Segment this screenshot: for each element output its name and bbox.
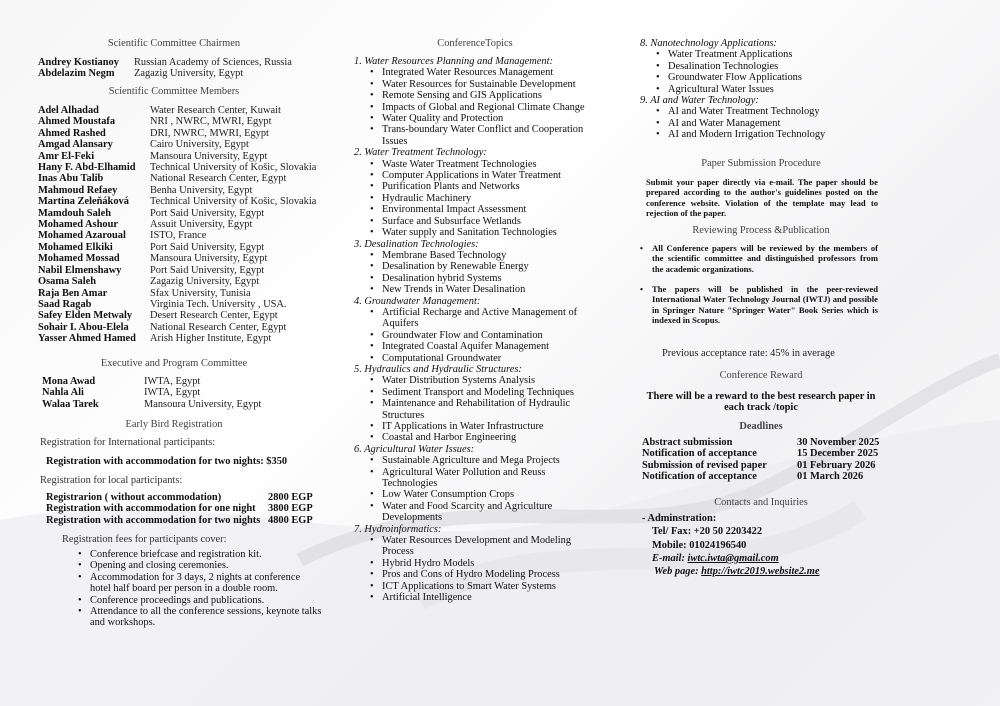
member-affil: Zagazig University, Egypt [150,276,260,288]
member-row [38,139,316,150]
deadline-date: 01 March 2026 [797,471,864,483]
fees-item: • Attendance to all the conference sessions, keynote talks and workshops. [60,606,322,629]
topic-items [638,106,884,140]
topic-item: • Water Distribution Systems Analysis [352,375,598,386]
member-affil: Assuit University, Egypt [150,219,253,231]
review-point-2-text: The papers will be published in the peer-reviewed International Water Technology Journal (IWTJ) and possible in Springer Nature "Springer Water" Book Series which is indexed in Scopus. [652,284,878,326]
member-name: Ahmed Moustafa [38,116,116,128]
topic-items [352,307,598,364]
deadline-date: 15 December 2025 [797,448,879,460]
member-row [38,230,316,241]
contact-email [652,553,779,564]
member-name: Mohamed Elkiki [38,241,113,253]
fees-item: • Opening and closing ceremonies. [60,560,322,571]
member-name: Nabil Elmenshawy [38,264,122,276]
local-fee-label: Registration with accommodation for two nights [46,514,261,526]
topic-heading: 5. Hydraulics and Hydraulic Structures: [354,363,522,375]
member-affil: Water Research Center, Kuwait [150,105,281,116]
topic-item: • ICT Applications to Smart Water Systems [352,581,598,592]
deadline-date: 01 February 2026 [797,459,876,471]
topic-item: • Remote Sensing and GIS Applications [352,90,598,101]
member-affil: Cairo University, Egypt [150,139,249,151]
reward-text: There will be a reward to the best research paper in each track /topic [646,391,876,414]
deadline-date: 30 November 2025 [797,437,880,448]
contact-admin: - Adminstration: [642,513,717,524]
member-affil: Port Said University, Egypt [150,241,265,253]
deadlines-table [642,437,879,483]
web-label: Web page: [654,566,702,577]
topic-items [352,159,598,239]
topic-item: • Computational Groundwater [352,353,598,364]
member-row [38,299,316,310]
acceptance-rate: Previous acceptance rate: 45% in average [662,348,835,359]
member-name: Hany F. Abd-Elhamid [38,162,136,174]
member-affil: ISTO, France [150,230,207,242]
exec-list [42,376,261,410]
member-name: Amr El-Feki [38,150,95,162]
member-row [38,322,316,333]
fees-item: • Conference proceedings and publications. [60,595,322,606]
chair-affil: Zagazig University, Egypt [134,68,244,80]
exec-affil: Mansoura University, Egypt [144,398,262,410]
topic-item: • Agricultural Water Pollution and Reuss Technologies [352,467,598,490]
email-link[interactable]: iwtc.iwta@gmail.com [687,553,779,564]
topic-item: • New Trends in Water Desalination [352,284,598,295]
member-row [38,333,316,344]
member-affil: DRI, NWRC, MWRI, Egypt [150,127,269,139]
fees-heading: Registration fees for participants cover: [62,534,227,545]
fees-list [60,549,322,629]
member-row [38,196,316,207]
local-price-table [46,492,313,526]
topic-items [352,535,598,603]
topic-item: • Water and Food Scarcity and Agriculture Developments [352,501,598,524]
topic-heading: 1. Water Resources Planning and Management: [354,56,553,67]
contacts-heading: Contacts and Inquiries [714,497,808,508]
email-label: E-mail: [652,553,688,564]
topic-heading: 9. AI and Water Technology: [640,95,759,107]
topic-item: • Water supply and Sanitation Technologies [352,227,598,238]
member-row [38,151,316,162]
local-fee-price: 4800 EGP [268,514,313,526]
topic-item: • Water Treatment Applications [638,49,884,60]
member-name: Osama Saleh [38,276,97,288]
topic-item: • Membrane Based Technology [352,250,598,261]
local-fee-label: Registrarion ( without accommodation) [46,492,222,503]
review-point-2: • The papers will be published in the peer-reviewed International Water Technology Journal (IWTJ) and possible in Springer Nature "Springer Water" Book Series which is indexed in Scopus. [640,284,878,326]
topic-item: • Pros and Cons of Hydro Modeling Process [352,569,598,580]
topic-item: • Desalination hybrid Systems [352,273,598,284]
topic-item: • Hydraulic Machinery [352,193,598,204]
intl-price-line: Registration with accommodation for two nights: $350 [46,456,288,467]
member-affil: Mansoura University, Egypt [150,253,268,265]
member-name: Mohamed Ashour [38,219,118,231]
member-affil: Technical University of Košic, Slovakia [150,196,317,208]
fees-item: • Accommodation for 3 days, 2 nights at conference hotel half board per person in a double room. [60,572,322,595]
topic-item: • Integrated Coastal Aquifer Management [352,341,598,352]
deadline-label: Submission of revised paper [642,459,767,471]
exec-name: Nahla Ali [42,387,84,399]
review-point-1-text: All Conference papers will be reviewed by the members of the scientific committee and distinguished professors from the academic organizations. [652,243,878,274]
member-name: Saad Ragab [38,298,92,310]
member-affil: Desert Research Center, Egypt [150,310,278,322]
members-list [38,105,316,345]
contact-web [654,566,819,577]
topic-heading: 2. Water Treatment Technology: [354,147,487,159]
paper-submission-heading: Paper Submission Procedure [701,158,821,169]
member-affil: Port Said University, Egypt [150,207,265,219]
members-heading: Scientific Committee Members [108,86,240,97]
member-name: Mamdouh Saleh [38,207,112,219]
member-name: Amgad Alansary [38,139,113,151]
topic-item: • Sediment Transport and Modeling Techniques [352,387,598,398]
paper-submission-text: Submit your paper directly via e-mail. The paper should be prepared according to the author's guidelines posted on the conference website. Violation of the template may lead to rejection of the paper. [646,177,878,219]
member-row [38,265,316,276]
topic-item: • Purification Plants and Networks [352,181,598,192]
member-affil: National Research Center, Egypt [150,321,287,333]
member-row [38,185,316,196]
topic-item: • Coastal and Harbor Engineering [352,432,598,443]
topic-item: • Integrated Water Resources Management [352,67,598,78]
deadlines-heading: Deadlines [739,421,783,432]
member-row [38,310,316,321]
member-affil: Port Said University, Egypt [150,264,265,276]
deadline-label: Abstract submission [642,437,733,448]
member-name: Ahmed Rashed [38,127,106,139]
deadline-label: Notification of acceptance [642,448,757,460]
member-row [38,219,316,230]
exec-affil: IWTA, Egypt [144,376,201,387]
early-bird-heading: Early Bird Registration [125,419,223,430]
topic-heading: 8. Nanotechnology Applications: [640,38,777,49]
topic-item: • Artificial Recharge and Active Management of Aquifers [352,307,598,330]
local-label: Registration for local participants: [40,475,183,486]
member-name: Yasser Ahmed Hamed [38,333,136,345]
topic-item: • Low Water Consumption Crops [352,489,598,500]
review-heading: Reviewing Process &Publication [692,225,830,236]
topic-item: • Maintenance and Rehabilitation of Hydraulic Structures [352,398,598,421]
member-name: Mahmoud Refaey [38,184,118,196]
exec-heading: Executive and Program Committee [100,358,248,369]
topic-item: • Artificial Intelligence [352,592,598,603]
member-row [38,173,316,184]
topic-item: • AI and Modern Irrigation Technology [638,129,884,140]
member-affil: Sfax University, Tunisia [150,287,251,299]
topic-item: • Agricultural Water Issues [638,84,884,95]
member-affil: Arish Higher Institute, Egypt [150,333,272,345]
topic-items [352,67,598,147]
topic-item: • Hybrid Hydro Models [352,558,598,569]
topic-items [352,375,598,443]
local-fee-label: Registration with accommodation for one night [46,503,256,515]
topic-item: • Sustainable Agriculture and Mega Projects [352,455,598,466]
chairmen-heading: Scientific Committee Chairmen [107,38,241,49]
member-row [38,288,316,299]
exec-name: Mona Awad [42,376,96,387]
topic-item: • AI and Water Treatment Technology [638,106,884,117]
topic-item: • Water Quality and Protection [352,113,598,124]
topic-heading: 3. Desalination Technologies: [354,238,479,250]
reward-heading: Conference Reward [719,370,803,381]
topic-item: • IT Applications in Water Infrastructure [352,421,598,432]
member-row [38,208,316,219]
topic-item: • Groundwater Flow Applications [638,72,884,83]
member-name: Mohamed Mossad [38,253,120,265]
member-affil: NRI , NWRC, MWRI, Egypt [150,116,272,128]
member-row [38,105,316,116]
chair-name: Andrey Kostianoy [38,57,119,68]
member-name: Inas Abu Talib [38,173,104,185]
member-affil: Technical University of Košic, Slovakia [150,162,317,174]
web-link[interactable]: http://iwtc2019.website2.me [701,566,820,577]
member-row [38,116,316,127]
topic-item: • Desalination by Renewable Energy [352,261,598,272]
topic-heading: 7. Hydroinformatics: [354,523,442,535]
local-fee-price: 3800 EGP [268,503,313,515]
topic-heading: 6. Agricultural Water Issues: [354,443,475,455]
topics-list [352,56,598,604]
contact-tel: Tel/ Fax: +20 50 2203422 [652,526,763,537]
member-affil: Benha University, Egypt [150,184,253,196]
topic-items [352,250,598,296]
member-name: Martina Zeleňáková [38,196,129,208]
topic-items [638,49,884,95]
contact-mobile: Mobile: 01024196540 [652,540,747,551]
contact-admin-label: Adminstration: [647,513,717,524]
topic-heading: 4. Groundwater Management: [354,295,481,307]
chair-affil: Russian Academy of Sciences, Russia [134,57,292,68]
topic-item: • Impacts of Global and Regional Climate Change [352,102,598,113]
deadline-label: Notification of acceptance [642,471,757,483]
topic-item: • Waste Water Treatment Technologies [352,159,598,170]
member-affil: Mansoura University, Egypt [150,150,268,162]
topic-item: • Desalination Technologies [638,61,884,72]
member-row [38,242,316,253]
exec-name: Walaa Tarek [42,398,99,410]
member-name: Mohamed Azaroual [38,230,126,242]
topics-list-continued [638,38,884,141]
review-point-1: • All Conference papers will be reviewed by the members of the scientific committee and distinguished professors from the academic organizations. [640,243,878,274]
local-fee-price: 2800 EGP [268,492,313,503]
member-name: Adel Alhadad [38,105,99,116]
member-row [38,253,316,264]
topic-item: • Surface and Subsurface Wetlands [352,216,598,227]
topic-item: • Groundwater Flow and Contamination [352,330,598,341]
member-row [38,162,316,173]
member-name: Sohair I. Abou-Elela [38,321,129,333]
member-row [38,276,316,287]
chair-name: Abdelazim Negm [38,68,115,80]
chairmen-list [38,57,292,80]
member-name: Raja Ben Amar [38,287,108,299]
member-row [38,128,316,139]
exec-affil: IWTA, Egypt [144,387,201,399]
topic-item: • Environmental Impact Assessment [352,204,598,215]
topic-items [352,455,598,523]
intl-label: Registration for International participants: [40,437,216,448]
topic-item: • Water Resources Development and Modeling Process [352,535,598,558]
member-affil: National Research Center, Egypt [150,173,287,185]
member-name: Safey Elden Metwaly [38,310,133,322]
topic-item: • AI and Water Management [638,118,884,129]
topics-heading: ConferenceTopics [437,38,513,49]
topic-item: • Water Resources for Sustainable Development [352,79,598,90]
member-affil: Virginia Tech. University , USA. [150,298,287,310]
fees-item: • Conference briefcase and registration kit. [60,549,322,560]
topic-item: • Trans-boundary Water Conflict and Cooperation Issues [352,124,598,147]
topic-item: • Computer Applications in Water Treatment [352,170,598,181]
